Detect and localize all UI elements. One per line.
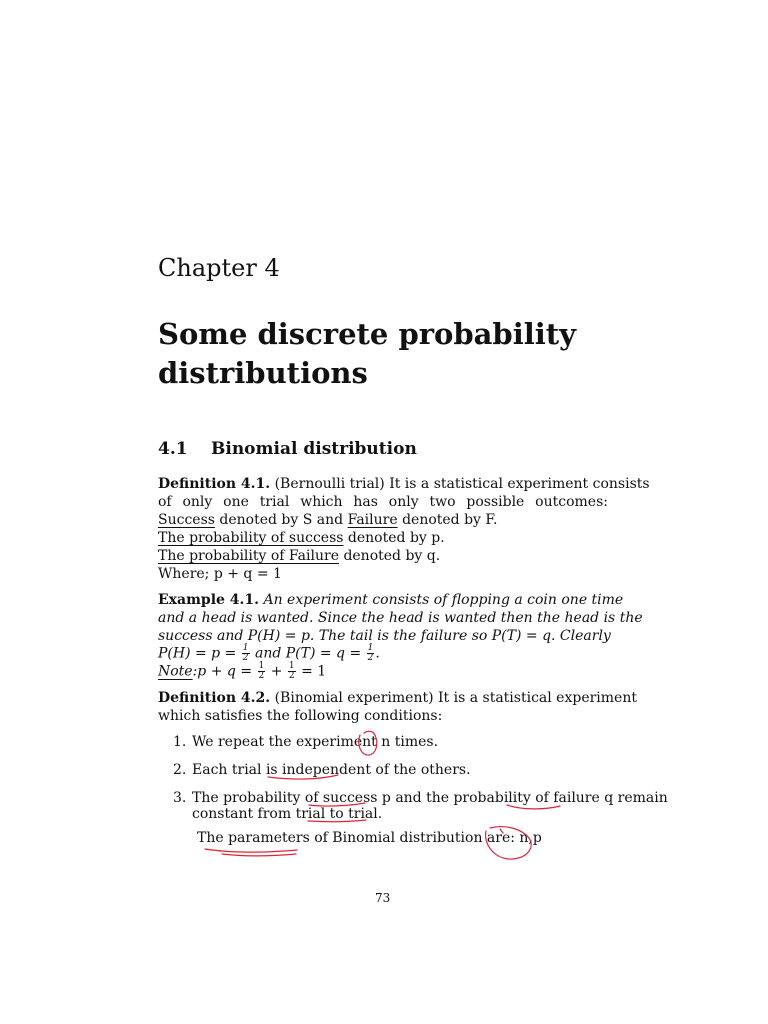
list-item [173, 790, 668, 806]
definition-1-text: denoted by p. [347, 530, 445, 546]
example-1-label: Example 4.1. [158, 592, 260, 608]
fraction-denominator: 2 [367, 653, 374, 663]
list-text: The probability of success p and the probability of failure q remain [192, 790, 668, 806]
chapter-label: Chapter 4 [158, 254, 280, 282]
chapter-title-line-2: distributions [158, 356, 368, 390]
definition-1-line-3 [158, 512, 497, 528]
list-item [173, 762, 471, 778]
definition-1-text: denoted by S and [219, 512, 344, 528]
fraction-numerator: 1 [367, 643, 374, 653]
fraction-one-half [367, 644, 375, 663]
definition-1-line-6: Where; p + q = 1 [158, 566, 282, 582]
parameters-statement: The parameters of Binomial distribution are: n,p [197, 830, 542, 846]
definition-1-line-4 [158, 530, 445, 546]
note-text: = 1 [301, 663, 327, 680]
example-1-line-4: P(H) = p = $\frac{1}{2}$ and P(T) = q = $\frac{1}{2}$ . [158, 643, 380, 663]
note-term: Note [158, 663, 193, 680]
definition-2-label: Definition 4.2. [158, 690, 271, 706]
probability-failure-term: The probability of Failure [158, 548, 339, 564]
definition-1-line-5 [158, 548, 440, 564]
list-number: 3. [173, 790, 187, 806]
section-title: Binomial distribution [211, 439, 417, 459]
success-term: Success [158, 512, 215, 528]
list-text: We repeat the experiment n times. [192, 734, 439, 750]
definition-1-line-2: of only one trial which has only two possible outcomes: [158, 494, 608, 510]
underline-parameters [205, 849, 297, 856]
example-1-line-3: success and P(H) = p. The tail is the failure so P(T) = q. Clearly [158, 628, 611, 644]
fraction-numerator: 1 [288, 661, 295, 671]
fraction-denominator: 2 [258, 671, 265, 681]
definition-2-text: (Binomial experiment) It is a statistical experiment [274, 690, 637, 706]
fraction-denominator: 2 [288, 671, 295, 681]
chapter-title-line-1: Some discrete probability [158, 317, 577, 351]
definition-2-line-2: which satisfies the following conditions: [158, 708, 443, 724]
example-1-line-1 [158, 592, 624, 608]
failure-term: Failure [347, 512, 398, 528]
section-heading [158, 439, 417, 459]
example-1-text: P(H) = p = [158, 645, 237, 662]
definition-1-text: (Bernoulli trial) It is a statistical experiment consists [274, 476, 650, 492]
list-number: 1. [173, 734, 187, 750]
definition-1-line-1 [158, 476, 650, 492]
example-1-note [158, 662, 326, 681]
fraction-numerator: 1 [242, 643, 249, 653]
page-number: 73 [375, 891, 391, 905]
note-text: + [270, 663, 283, 680]
list-number: 2. [173, 762, 187, 778]
fraction-one-half [288, 662, 296, 681]
fraction-one-half [258, 662, 266, 681]
definition-2-line-1 [158, 690, 637, 706]
list-item [173, 734, 438, 750]
example-1-line-2: and a head is wanted. Since the head is wanted then the head is the [158, 610, 643, 626]
note-text: :p + q = [192, 663, 253, 680]
definition-1-text: denoted by q. [343, 548, 441, 564]
definition-1-label: Definition 4.1. [158, 476, 271, 492]
list-item-continuation: constant from trial to trial. [192, 806, 383, 822]
chapter-title [158, 315, 576, 393]
definition-1-text: denoted by F. [402, 512, 498, 528]
fraction-one-half [242, 644, 250, 663]
example-1-text: and P(T) = q = [254, 645, 362, 662]
list-text: Each trial is independent of the others. [192, 762, 471, 778]
probability-success-term: The probability of success [158, 530, 344, 546]
fraction-numerator: 1 [258, 661, 265, 671]
example-1-text: An experiment consists of flopping a coin one time [263, 592, 624, 608]
fraction-denominator: 2 [242, 653, 249, 663]
section-number: 4.1 [158, 439, 188, 459]
